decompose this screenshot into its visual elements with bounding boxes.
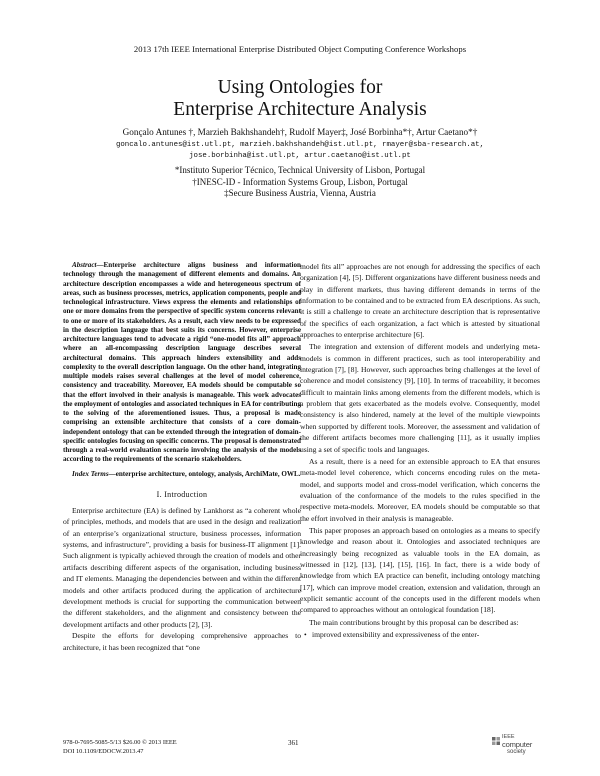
affiliations [0,165,600,200]
title-line-2: Enterprise Architecture Analysis [173,99,427,120]
affiliation-1: *Instituto Superior Técnico, Technical University of Lisbon, Portugal [174,165,426,175]
footer-doi: DOI 10.1109/EDOCW.2013.47 [63,747,144,755]
page-number: 361 [288,739,299,747]
index-terms-text: —enterprise architecture, ontology, analysis, ArchiMate, OWL. [108,469,301,478]
logo-text-ieee: IEEE [502,734,515,740]
section-heading-introduction: I. Introduction [156,489,208,499]
affiliation-3: ‡Secure Business Austria, Vienna, Austria [224,188,376,198]
bullet-icon: • [304,630,307,639]
ieee-computer-society-logo [491,734,537,760]
abstract-text: —Enterprise architecture aligns business and information technology through the management of different elements and domains. An architecture description encompasses a wide and heterogeneous spectrum of areas, such as business processes, metrics, application components, people and technological infrastructure. Views express the elements and relationships of one or more domains from the perspective of specific system concerns relevant to one or more of its stakeholders. As a result, each view needs to be expressed in the description language that best suits its concerns. However, enterprise architecture languages tend to advocate a rigid “one-model fits all” approach where an all-encompassing description language describes several architectural domains. This approach hinders extensibility and adds complexity to the overall description language. On the other hand, integrating multiple models raises several challenges at the level of model coherence, consistency and traceability. Moreover, EA models should be computable so that the effort involved in their analysis is manageable. This work advocates the employment of ontologies and associated techniques in EA for contributing to the solving of the aforementioned issues. Thus, a proposal is made comprising an extensible architecture that consists of a core domain-independent ontology that can be extended through the integration of domain-specific ontologies focusing on specific concerns. The proposal is demonstrated through a real-world evaluation scenario involving the analysis of the models according to the requirements of the scenario stakeholders. [63,261,301,464]
email-line-2: jose.borbinha@ist.utl.pt, artur.caetano@ist.utl.pt [189,152,411,160]
paragraph: This paper proposes an approach based on ontologies as a means to specify knowledge and reason about it. Ontologies and associated techniques are increasingly being recognized as valuable tools in the EA domain, as witnessed in [12], [13], [14], [15], [16]. In fact, there is a wide body of knowledge from which EA practice can benefit, including ontology matching [17], which can improve model creation, extension and validation, through an explicit semantic account of the concepts used in the different models when compared to approaches without an ontological foundation [18]. [300,525,540,615]
list-item-text: improved extensibility and expressiveness of the enter- [312,630,480,639]
footer-isbn: 978-0-7695-5085-5/13 $26.00 © 2013 IEEE [63,739,177,746]
paragraph: model fits all” approaches are not enough for addressing the specifics of each organization [4], [5]. Different organizations have different business needs and play in different markets, thus having different demands in terms of the information to be contained and to be extracted from EA descriptions. As such, it is still a challenge to create an architecture description that is representative of the specifics of each organization, a fact which is attested by situational approaches to enterprise architecture [6]. [300,262,540,340]
intro-body-left [63,505,301,653]
conference-header: 2013 17th IEEE International Enterprise Distributed Object Computing Conference Workshops [133,44,467,54]
paper-title [0,77,600,121]
paragraph: Despite the efforts for developing comprehensive approaches to architecture, it has been recognized that “one [63,631,301,652]
list-item [300,629,540,640]
paragraph: The integration and extension of different models and underlying meta-models is common in different practices, such as tool interoperability and integration [7], [8]. However, such approaches bring challenges at the level of coherence and model consistency [9], [10]. In terms of traceability, it becomes difficult to maintain links among elements from the different models, which is a problem that gets exacerbated as the models evolve. Consequently, model consistency is also hindered, namely at the level of the multiple viewpoints when supported by different tools. Moreover, the assessment and validation of the different artifacts becomes more challenging [11], as it usually implies using a set of specific tools and languages. [300,342,540,454]
author-list: Gonçalo Antunes †, Marzieh Bakhshandeh†, Rudolf Mayer‡, José Borbinha*†, Artur Caetano*† [122,127,478,137]
paragraph: Enterprise architecture (EA) is defined by Lankhorst as “a coherent whole of principles, methods, and models that are used in the design and realization of an enterprise’s organizational structure, business processes, information systems, and infrastructure”, providing a basis for business-IT alignment [1]. Such alignment is typically achieved through the creation of models and other artifacts describing different aspects of the organisation, including business and IT elements. Managing the dependencies between and within the different models and other artifacts produced during the application of architecture development methods is crucial for supporting the communication between the different stakeholders, and the alignment and consistency between the development artifacts and other products [2], [3]. [63,505,301,629]
abstract [63,261,301,465]
index-terms [63,470,301,479]
contribution-list [300,629,540,640]
author-emails [0,140,600,162]
abstract-label: Abstract [72,261,97,269]
computer-society-mark-icon [491,736,501,746]
footer-copyright [63,739,177,756]
logo-text-computer: computer [502,740,533,749]
right-column [300,261,540,640]
email-line-1: goncalo.antunes@ist.utl.pt, marzieh.bakhshandeh@ist.utl.pt, rmayer@sba-research.at, [115,141,485,149]
affiliation-2: †INESC-ID - Information Systems Group, Lisbon, Portugal [192,176,408,187]
logo-text-society: society [507,749,526,755]
paragraph: As a result, there is a need for an extensible approach to EA that ensures meta-model level coherence, which concerns encoding rules on the meta-model, and supports model and cross-model verification, which concerns the evaluation of the conformance of the models to the rules specified in the respective meta-models. Moreover, EA models should be computable so that the effort involved in their analysis is manageable. [300,456,540,523]
index-terms-label: Index Terms [72,469,109,478]
title-line-1: Using Ontologies for [217,77,383,98]
left-column [63,261,301,653]
paragraph: The main contributions brought by this proposal can be described as: [309,617,519,627]
